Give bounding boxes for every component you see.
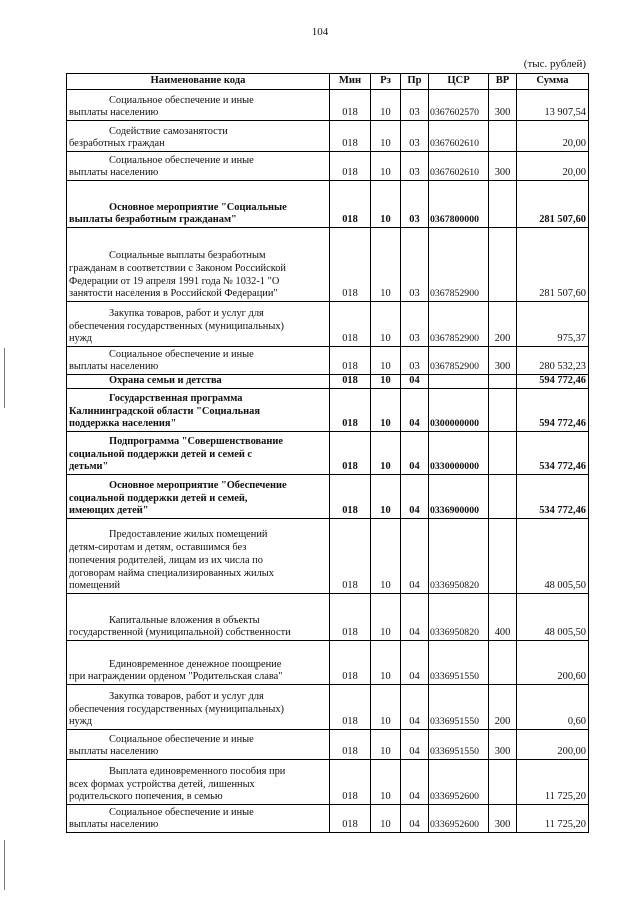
cell-name <box>67 375 330 389</box>
header-vr: ВР <box>489 74 517 90</box>
cell-sum: 11 725,20 <box>517 805 589 833</box>
scan-margin-mark <box>4 348 5 408</box>
header-sum: Сумма <box>517 74 589 90</box>
cell-name <box>67 475 330 519</box>
cell-name <box>67 641 330 685</box>
table-row <box>67 302 589 347</box>
cell-name-line: выплаты населению <box>69 107 159 119</box>
cell-vr <box>489 641 517 685</box>
cell-csr: 0336951550 <box>429 641 489 685</box>
cell-rz: 10 <box>371 181 401 228</box>
table-row <box>67 641 589 685</box>
cell-sum: 48 005,50 <box>517 519 589 594</box>
cell-pr: 04 <box>401 641 429 685</box>
cell-csr: 0336950820 <box>429 519 489 594</box>
cell-pr: 03 <box>401 121 429 152</box>
cell-sum: 20,00 <box>517 152 589 181</box>
cell-name-line: Основное мероприятие "Обеспечение <box>109 479 287 491</box>
cell-min: 018 <box>330 375 371 389</box>
cell-name <box>67 181 330 228</box>
cell-csr: 0367852900 <box>429 347 489 375</box>
cell-csr: 0336900000 <box>429 475 489 519</box>
cell-name-line: социальной поддержки детей и семей с <box>69 448 253 460</box>
cell-name <box>67 730 330 760</box>
cell-name-line: Социальное обеспечение и иные <box>109 94 254 106</box>
cell-name-line: занятости населения в Российской Федерации" <box>69 288 278 300</box>
cell-name-line: безработных граждан <box>69 138 165 150</box>
cell-pr: 04 <box>401 375 429 389</box>
cell-vr: 300 <box>489 152 517 181</box>
cell-rz: 10 <box>371 519 401 594</box>
cell-min: 018 <box>330 641 371 685</box>
cell-name <box>67 228 330 302</box>
cell-rz: 10 <box>371 389 401 432</box>
cell-vr <box>489 121 517 152</box>
table-row <box>67 432 589 475</box>
cell-name <box>67 152 330 181</box>
cell-vr <box>489 389 517 432</box>
cell-min: 018 <box>330 90 371 121</box>
cell-rz: 10 <box>371 641 401 685</box>
cell-name-line: Социальные выплаты безработным <box>109 250 266 262</box>
cell-name <box>67 302 330 347</box>
cell-name <box>67 121 330 152</box>
cell-name-line: Единовременное денежное поощрение <box>109 658 282 670</box>
cell-csr: 0367800000 <box>429 181 489 228</box>
cell-pr: 03 <box>401 181 429 228</box>
cell-name-line: Социальное обеспечение и иные <box>109 733 254 745</box>
table-row <box>67 730 589 760</box>
cell-name <box>67 519 330 594</box>
cell-rz: 10 <box>371 475 401 519</box>
cell-name-line: Основное мероприятие "Социальные <box>109 201 287 213</box>
cell-name-line: выплаты населению <box>69 746 159 758</box>
cell-name-line: Социальное обеспечение и иные <box>109 154 254 166</box>
cell-csr: 0336952600 <box>429 805 489 833</box>
table-row <box>67 519 589 594</box>
cell-csr: 0367852900 <box>429 302 489 347</box>
cell-pr: 03 <box>401 302 429 347</box>
cell-sum: 594 772,46 <box>517 389 589 432</box>
cell-csr: 0336952600 <box>429 760 489 805</box>
cell-name <box>67 432 330 475</box>
cell-sum: 0,60 <box>517 685 589 730</box>
cell-sum: 200,60 <box>517 641 589 685</box>
table-row <box>67 121 589 152</box>
unit-note: (тыс. рублей) <box>523 58 586 70</box>
cell-pr: 04 <box>401 475 429 519</box>
cell-name-line: поддержка населения" <box>69 418 177 430</box>
budget-table <box>66 73 589 833</box>
cell-name-line: помещений <box>69 580 121 592</box>
cell-min: 018 <box>330 760 371 805</box>
cell-min: 018 <box>330 475 371 519</box>
cell-name-line: детям-сиротам и детям, оставшимся без <box>69 542 247 554</box>
cell-rz: 10 <box>371 594 401 641</box>
cell-min: 018 <box>330 594 371 641</box>
cell-name <box>67 685 330 730</box>
cell-vr <box>489 760 517 805</box>
cell-sum: 534 772,46 <box>517 475 589 519</box>
cell-sum: 975,37 <box>517 302 589 347</box>
header-csr: ЦСР <box>429 74 489 90</box>
cell-vr: 400 <box>489 594 517 641</box>
cell-rz: 10 <box>371 90 401 121</box>
cell-name-line: Федерации от 19 апреля 1991 года № 1032-1 "О <box>69 275 280 287</box>
cell-name-line: Социальное обеспечение и иные <box>109 806 254 818</box>
cell-name-line: родительского попечения, в семью <box>69 791 223 803</box>
cell-name-line: выплаты населению <box>69 167 159 179</box>
cell-sum: 534 772,46 <box>517 432 589 475</box>
table-row <box>67 90 589 121</box>
cell-pr: 04 <box>401 389 429 432</box>
cell-min: 018 <box>330 302 371 347</box>
cell-name-line: Охрана семьи и детства <box>109 375 222 387</box>
cell-name-line: государственной (муниципальной) собственности <box>69 627 291 639</box>
cell-sum: 48 005,50 <box>517 594 589 641</box>
table-row <box>67 475 589 519</box>
table-header-row <box>67 74 589 90</box>
cell-pr: 03 <box>401 228 429 302</box>
cell-name <box>67 805 330 833</box>
cell-csr: 0336951550 <box>429 730 489 760</box>
cell-rz: 10 <box>371 685 401 730</box>
table-row <box>67 685 589 730</box>
cell-rz: 10 <box>371 347 401 375</box>
cell-vr: 300 <box>489 730 517 760</box>
cell-pr: 04 <box>401 730 429 760</box>
cell-rz: 10 <box>371 760 401 805</box>
cell-sum: 13 907,54 <box>517 90 589 121</box>
cell-vr: 300 <box>489 90 517 121</box>
cell-name-line: обеспечения государственных (муниципальных) <box>69 320 285 332</box>
cell-sum: 11 725,20 <box>517 760 589 805</box>
cell-pr: 04 <box>401 685 429 730</box>
cell-pr: 04 <box>401 432 429 475</box>
cell-name-line: выплаты населению <box>69 819 159 831</box>
cell-vr: 300 <box>489 347 517 375</box>
cell-min: 018 <box>330 152 371 181</box>
cell-rz: 10 <box>371 375 401 389</box>
cell-name <box>67 90 330 121</box>
cell-sum: 281 507,60 <box>517 181 589 228</box>
cell-pr: 04 <box>401 519 429 594</box>
cell-min: 018 <box>330 432 371 475</box>
header-name: Наименование кода <box>67 74 330 90</box>
cell-vr: 200 <box>489 685 517 730</box>
cell-name-line: выплаты населению <box>69 361 159 373</box>
cell-csr: 0367852900 <box>429 228 489 302</box>
cell-name-line: детьми" <box>69 461 109 473</box>
cell-name-line: социальной поддержки детей и семей, <box>69 492 248 504</box>
cell-vr: 300 <box>489 805 517 833</box>
cell-name-line: Калининградской области "Социальная <box>69 405 260 417</box>
cell-pr: 03 <box>401 347 429 375</box>
scan-margin-mark <box>4 840 5 890</box>
table-row <box>67 594 589 641</box>
cell-csr: 0336951550 <box>429 685 489 730</box>
cell-name-line: договорам найма специализированных жилых <box>69 567 274 579</box>
cell-rz: 10 <box>371 805 401 833</box>
cell-min: 018 <box>330 181 371 228</box>
cell-sum: 20,00 <box>517 121 589 152</box>
header-rz: Рз <box>371 74 401 90</box>
page-number: 104 <box>311 26 329 38</box>
cell-vr <box>489 432 517 475</box>
cell-name-line: нужд <box>69 333 93 345</box>
cell-pr: 03 <box>401 90 429 121</box>
cell-name <box>67 389 330 432</box>
table-row <box>67 347 589 375</box>
cell-min: 018 <box>330 347 371 375</box>
header-min: Мин <box>330 74 371 90</box>
cell-min: 018 <box>330 121 371 152</box>
cell-name-line: Государственная программа <box>109 392 243 404</box>
cell-name-line: Предоставление жилых помещений <box>109 529 268 541</box>
cell-rz: 10 <box>371 228 401 302</box>
cell-pr: 03 <box>401 152 429 181</box>
cell-sum: 281 507,60 <box>517 228 589 302</box>
cell-csr: 0300000000 <box>429 389 489 432</box>
cell-csr <box>429 375 489 389</box>
cell-vr <box>489 375 517 389</box>
cell-sum: 280 532,23 <box>517 347 589 375</box>
cell-name-line: Содействие самозанятости <box>109 125 228 137</box>
cell-name-line: Закупка товаров, работ и услуг для <box>109 690 264 702</box>
cell-name-line: Подпрограмма "Совершенствование <box>109 435 283 447</box>
table-row <box>67 389 589 432</box>
cell-pr: 04 <box>401 760 429 805</box>
cell-name-line: при награждении орденом "Родительская слава" <box>69 671 283 683</box>
cell-rz: 10 <box>371 302 401 347</box>
cell-min: 018 <box>330 389 371 432</box>
cell-name-line: нужд <box>69 716 93 728</box>
cell-name <box>67 594 330 641</box>
cell-rz: 10 <box>371 432 401 475</box>
cell-vr <box>489 181 517 228</box>
cell-name-line: Капитальные вложения в объекты <box>109 614 260 626</box>
cell-csr: 0367602610 <box>429 121 489 152</box>
cell-name-line: попечения родителей, лицам из их числа по <box>69 554 263 566</box>
table-row <box>67 152 589 181</box>
cell-pr: 04 <box>401 805 429 833</box>
cell-sum: 594 772,46 <box>517 375 589 389</box>
cell-vr <box>489 228 517 302</box>
cell-vr <box>489 475 517 519</box>
cell-min: 018 <box>330 519 371 594</box>
cell-name-line: гражданам в соответствии с Законом Российской <box>69 262 286 274</box>
cell-min: 018 <box>330 685 371 730</box>
cell-name-line: обеспечения государственных (муниципальных) <box>69 703 285 715</box>
cell-name-line: выплаты безработным гражданам" <box>69 214 237 226</box>
cell-vr <box>489 519 517 594</box>
cell-rz: 10 <box>371 121 401 152</box>
header-pr: Пр <box>401 74 429 90</box>
cell-csr: 0330000000 <box>429 432 489 475</box>
cell-name <box>67 347 330 375</box>
table-row <box>67 805 589 833</box>
cell-name <box>67 760 330 805</box>
table-body <box>67 90 589 833</box>
table-row <box>67 228 589 302</box>
table-row <box>67 181 589 228</box>
cell-name-line: Выплата единовременного пособия при <box>109 765 286 777</box>
cell-rz: 10 <box>371 152 401 181</box>
cell-min: 018 <box>330 228 371 302</box>
cell-name-line: имеющих детей" <box>69 505 149 517</box>
table-row <box>67 375 589 389</box>
table-row <box>67 760 589 805</box>
cell-name-line: Закупка товаров, работ и услуг для <box>109 307 264 319</box>
cell-csr: 0336950820 <box>429 594 489 641</box>
cell-name-line: всех формах устройства детей, лишенных <box>69 778 255 790</box>
cell-min: 018 <box>330 805 371 833</box>
cell-csr: 0367602570 <box>429 90 489 121</box>
cell-pr: 04 <box>401 594 429 641</box>
cell-vr: 200 <box>489 302 517 347</box>
cell-csr: 0367602610 <box>429 152 489 181</box>
cell-sum: 200,00 <box>517 730 589 760</box>
cell-rz: 10 <box>371 730 401 760</box>
cell-name-line: Социальное обеспечение и иные <box>109 348 254 360</box>
cell-min: 018 <box>330 730 371 760</box>
